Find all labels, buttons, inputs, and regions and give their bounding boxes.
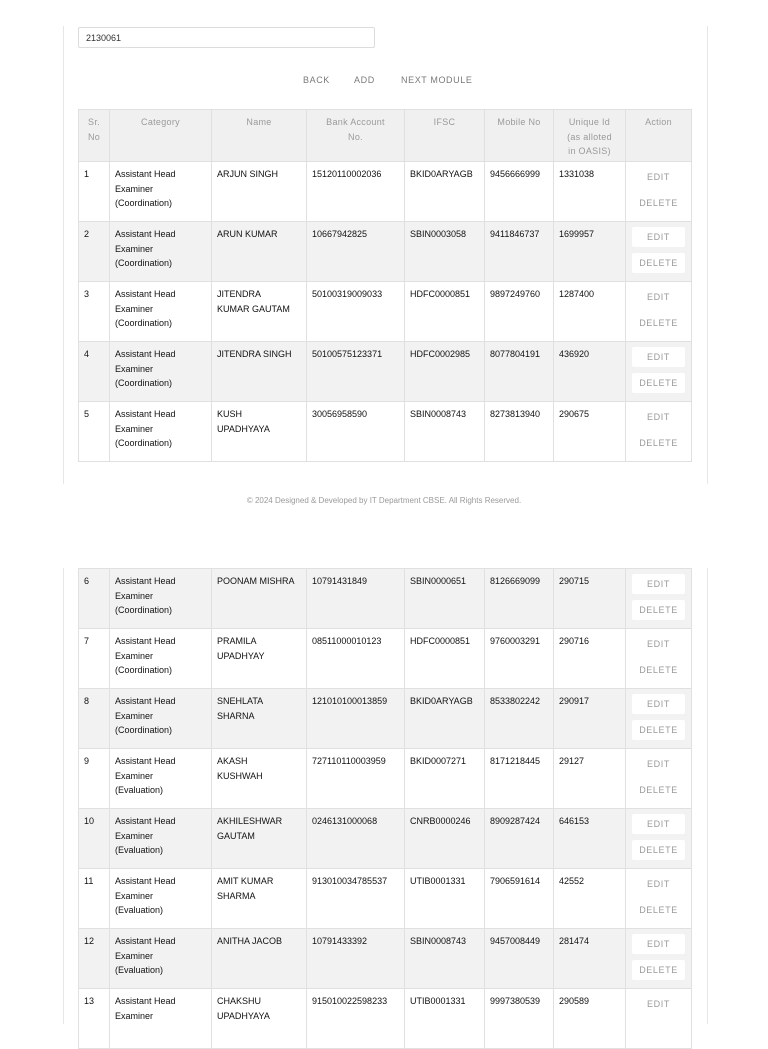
cell-line: Assistant Head: [115, 576, 176, 586]
cell-unique-id: 290675: [554, 402, 626, 462]
cell-unique-id: 436920: [554, 342, 626, 402]
cell-bank-account: 915010022598233: [307, 989, 405, 1049]
cell-line: AKHILESHWAR: [217, 816, 283, 826]
cell-bank-account: 50100575123371: [307, 342, 405, 402]
cell-name: [212, 989, 307, 1049]
cell-line: Assistant Head: [115, 229, 176, 239]
edit-button[interactable]: EDIT: [632, 934, 685, 954]
table-row: [79, 929, 692, 989]
cell-name: [212, 569, 307, 629]
delete-button[interactable]: DELETE: [639, 665, 678, 675]
cell-name: [212, 222, 307, 282]
cell-ifsc: SBIN0003058: [405, 222, 485, 282]
cell-mobile: 8126669099: [485, 569, 554, 629]
edit-button[interactable]: EDIT: [647, 999, 670, 1009]
cell-line: JITENDRA: [217, 289, 262, 299]
cell-action: [626, 629, 692, 689]
cell-line: Examiner: [115, 243, 154, 254]
cell-mobile: 8909287424: [485, 809, 554, 869]
edit-button[interactable]: EDIT: [632, 227, 685, 247]
delete-button[interactable]: DELETE: [632, 600, 685, 620]
cell-line: Examiner: [115, 770, 154, 781]
cell-unique-id: 29127: [554, 749, 626, 809]
cell-line: Examiner: [115, 363, 154, 374]
cell-unique-id: 290917: [554, 689, 626, 749]
cell-line: PRAMILA: [217, 636, 257, 646]
cell-unique-id: 1287400: [554, 282, 626, 342]
cell-action: [626, 689, 692, 749]
cell-sr-no: 13: [79, 989, 110, 1049]
cell-bank-account: 913010034785537: [307, 869, 405, 929]
main-panel-top: [63, 26, 708, 484]
cell-name: [212, 689, 307, 749]
cell-action: [626, 402, 692, 462]
cell-action: [626, 869, 692, 929]
cell-ifsc: BKID0ARYAGB: [405, 689, 485, 749]
cell-line: (Coordination): [115, 438, 173, 448]
header-category: Category: [110, 110, 212, 162]
cell-ifsc: SBIN0008743: [405, 402, 485, 462]
cell-category: [110, 809, 212, 869]
back-link[interactable]: BACK: [303, 75, 330, 85]
cell-bank-account: 15120110002036: [307, 162, 405, 222]
cell-line: (Coordination): [115, 378, 173, 388]
cell-unique-id: 646153: [554, 809, 626, 869]
cell-ifsc: SBIN0008743: [405, 929, 485, 989]
edit-button[interactable]: EDIT: [647, 879, 670, 889]
cell-name: [212, 629, 307, 689]
cell-line: (Evaluation): [115, 845, 164, 855]
cell-line: Examiner: [115, 1010, 154, 1021]
main-panel-bottom: [63, 568, 708, 1024]
cell-unique-id: 1699957: [554, 222, 626, 282]
cell-line: Examiner: [115, 890, 154, 901]
cell-name: [212, 282, 307, 342]
cell-ifsc: BKID0ARYAGB: [405, 162, 485, 222]
edit-button[interactable]: EDIT: [647, 292, 670, 302]
cell-line: Assistant Head: [115, 816, 176, 826]
cell-sr-no: 2: [79, 222, 110, 282]
edit-button[interactable]: EDIT: [632, 814, 685, 834]
cell-sr-no: 5: [79, 402, 110, 462]
cell-line: KUSHWAH: [217, 770, 263, 781]
edit-button[interactable]: EDIT: [647, 412, 670, 422]
cell-line: Examiner: [115, 303, 154, 314]
table-header-row: [79, 110, 692, 162]
add-link[interactable]: ADD: [354, 75, 375, 85]
cell-ifsc: SBIN0000651: [405, 569, 485, 629]
delete-button[interactable]: DELETE: [632, 720, 685, 740]
cell-line: (Evaluation): [115, 965, 164, 975]
cell-category: [110, 402, 212, 462]
delete-button[interactable]: DELETE: [632, 960, 685, 980]
cell-line: SHARNA: [217, 710, 255, 721]
edit-button[interactable]: EDIT: [647, 639, 670, 649]
cell-ifsc: UTIB0001331: [405, 989, 485, 1049]
edit-button[interactable]: EDIT: [632, 694, 685, 714]
cell-action: [626, 989, 692, 1049]
cell-unique-id: 290715: [554, 569, 626, 629]
header-bank-account: Bank Account No.: [307, 110, 405, 162]
cell-line: Assistant Head: [115, 349, 176, 359]
cell-bank-account: 30056958590: [307, 402, 405, 462]
cell-line: Examiner: [115, 830, 154, 841]
table-row: [79, 629, 692, 689]
cell-line: SNEHLATA: [217, 696, 264, 706]
cell-unique-id: 290716: [554, 629, 626, 689]
cell-line: CHAKSHU: [217, 996, 262, 1006]
cell-line: Examiner: [115, 590, 154, 601]
cell-category: [110, 629, 212, 689]
cell-category: [110, 569, 212, 629]
cell-mobile: 9457008449: [485, 929, 554, 989]
cell-mobile: 8171218445: [485, 749, 554, 809]
participants-table: [78, 109, 692, 462]
cell-line: Assistant Head: [115, 636, 176, 646]
cell-ifsc: UTIB0001331: [405, 869, 485, 929]
cell-sr-no: 1: [79, 162, 110, 222]
table-row: [79, 809, 692, 869]
cell-action: [626, 929, 692, 989]
cell-category: [110, 222, 212, 282]
cell-action: [626, 162, 692, 222]
cell-name: [212, 869, 307, 929]
cell-action: [626, 809, 692, 869]
cell-line: Assistant Head: [115, 936, 176, 946]
cell-line: JITENDRA SINGH: [217, 349, 292, 359]
cell-bank-account: 08511000010123: [307, 629, 405, 689]
cell-line: KUMAR GAUTAM: [217, 303, 290, 314]
table-row: [79, 282, 692, 342]
edit-button[interactable]: EDIT: [632, 347, 685, 367]
cell-line: UPADHYAYA: [217, 423, 270, 434]
cell-line: (Evaluation): [115, 785, 164, 795]
cell-line: Assistant Head: [115, 289, 176, 299]
cell-bank-account: 121010100013859: [307, 689, 405, 749]
table-row: [79, 869, 692, 929]
cell-category: [110, 689, 212, 749]
table-row: [79, 222, 692, 282]
cell-line: Assistant Head: [115, 756, 176, 766]
cell-line: Examiner: [115, 650, 154, 661]
cell-line: Assistant Head: [115, 696, 176, 706]
table-row: [79, 402, 692, 462]
cell-line: GAUTAM: [217, 830, 255, 841]
delete-button[interactable]: DELETE: [632, 253, 685, 273]
delete-button[interactable]: DELETE: [632, 840, 685, 860]
cell-action: [626, 282, 692, 342]
cell-line: Assistant Head: [115, 876, 176, 886]
cell-name: [212, 929, 307, 989]
cell-line: (Coordination): [115, 605, 173, 615]
cell-line: Examiner: [115, 710, 154, 721]
header-name: Name: [212, 110, 307, 162]
table-row: [79, 689, 692, 749]
cell-bank-account: 727110110003959: [307, 749, 405, 809]
cell-mobile: 8077804191: [485, 342, 554, 402]
header-mobile: Mobile No: [485, 110, 554, 162]
footer-copyright: © 2024 Designed & Developed by IT Department CBSE. All Rights Reserved.: [246, 496, 522, 505]
cell-line: (Coordination): [115, 725, 173, 735]
cell-line: Assistant Head: [115, 996, 176, 1006]
cell-line: KUSH: [217, 409, 243, 419]
cell-line: POONAM MISHRA: [217, 576, 295, 586]
search-input[interactable]: 2130061: [78, 27, 375, 48]
cell-line: (Coordination): [115, 665, 173, 675]
cell-sr-no: 8: [79, 689, 110, 749]
cell-mobile: 9760003291: [485, 629, 554, 689]
cell-unique-id: 1331038: [554, 162, 626, 222]
cell-sr-no: 10: [79, 809, 110, 869]
cell-sr-no: 3: [79, 282, 110, 342]
cell-line: Examiner: [115, 183, 154, 194]
next-module-link[interactable]: NEXT MODULE: [401, 75, 473, 85]
cell-mobile: 9897249760: [485, 282, 554, 342]
cell-name: [212, 809, 307, 869]
cell-category: [110, 749, 212, 809]
cell-action: [626, 222, 692, 282]
cell-line: (Evaluation): [115, 905, 164, 915]
cell-bank-account: 50100319009033: [307, 282, 405, 342]
table-row: [79, 162, 692, 222]
cell-category: [110, 989, 212, 1049]
cell-line: ANITHA JACOB: [217, 936, 283, 946]
cell-line: (Coordination): [115, 318, 173, 328]
delete-button[interactable]: DELETE: [632, 373, 685, 393]
cell-bank-account: 10667942825: [307, 222, 405, 282]
cell-line: Examiner: [115, 950, 154, 961]
cell-category: [110, 162, 212, 222]
cell-category: [110, 342, 212, 402]
cell-sr-no: 11: [79, 869, 110, 929]
cell-ifsc: BKID0007271: [405, 749, 485, 809]
cell-sr-no: 9: [79, 749, 110, 809]
cell-ifsc: HDFC0000851: [405, 629, 485, 689]
cell-category: [110, 869, 212, 929]
cell-line: (Coordination): [115, 198, 173, 208]
delete-button[interactable]: DELETE: [639, 905, 678, 915]
cell-mobile: 9456666999: [485, 162, 554, 222]
cell-line: Assistant Head: [115, 169, 176, 179]
cell-line: ARUN KUMAR: [217, 229, 278, 239]
cell-unique-id: 281474: [554, 929, 626, 989]
cell-bank-account: 0246131000068: [307, 809, 405, 869]
cell-sr-no: 12: [79, 929, 110, 989]
cell-unique-id: 290589: [554, 989, 626, 1049]
cell-line: (Coordination): [115, 258, 173, 268]
table-row: [79, 989, 692, 1049]
cell-line: SHARMA: [217, 890, 256, 901]
delete-button[interactable]: DELETE: [639, 785, 678, 795]
edit-button[interactable]: EDIT: [647, 759, 670, 769]
cell-line: Assistant Head: [115, 409, 176, 419]
cell-ifsc: HDFC0002985: [405, 342, 485, 402]
participants-table-continued: [78, 568, 692, 1049]
table-row: [79, 342, 692, 402]
cell-line: UPADHYAY: [217, 650, 265, 661]
cell-mobile: 9411846737: [485, 222, 554, 282]
cell-sr-no: 4: [79, 342, 110, 402]
cell-action: [626, 749, 692, 809]
cell-sr-no: 6: [79, 569, 110, 629]
table-row: [79, 569, 692, 629]
cell-sr-no: 7: [79, 629, 110, 689]
header-action: Action: [626, 110, 692, 162]
cell-mobile: 8533802242: [485, 689, 554, 749]
delete-button[interactable]: DELETE: [639, 438, 678, 448]
delete-button[interactable]: DELETE: [639, 318, 678, 328]
cell-mobile: 8273813940: [485, 402, 554, 462]
table-row: [79, 749, 692, 809]
edit-button[interactable]: EDIT: [632, 574, 685, 594]
edit-button[interactable]: EDIT: [647, 172, 670, 182]
cell-line: AKASH: [217, 756, 248, 766]
cell-line: UPADHYAYA: [217, 1010, 270, 1021]
cell-line: ARJUN SINGH: [217, 169, 279, 179]
cell-bank-account: 10791431849: [307, 569, 405, 629]
cell-category: [110, 929, 212, 989]
cell-action: [626, 342, 692, 402]
cell-line: Examiner: [115, 423, 154, 434]
cell-category: [110, 282, 212, 342]
header-ifsc: IFSC: [405, 110, 485, 162]
cell-action: [626, 569, 692, 629]
cell-ifsc: CNRB0000246: [405, 809, 485, 869]
cell-mobile: 9997380539: [485, 989, 554, 1049]
cell-ifsc: HDFC0000851: [405, 282, 485, 342]
cell-line: AMIT KUMAR: [217, 876, 274, 886]
cell-name: [212, 402, 307, 462]
cell-bank-account: 10791433392: [307, 929, 405, 989]
delete-button[interactable]: DELETE: [639, 198, 678, 208]
cell-name: [212, 162, 307, 222]
cell-name: [212, 749, 307, 809]
cell-mobile: 7906591614: [485, 869, 554, 929]
cell-unique-id: 42552: [554, 869, 626, 929]
header-unique-id: Unique Id (as alloted in OASIS): [554, 110, 626, 162]
cell-name: [212, 342, 307, 402]
header-sr-no: Sr. No: [79, 110, 110, 162]
